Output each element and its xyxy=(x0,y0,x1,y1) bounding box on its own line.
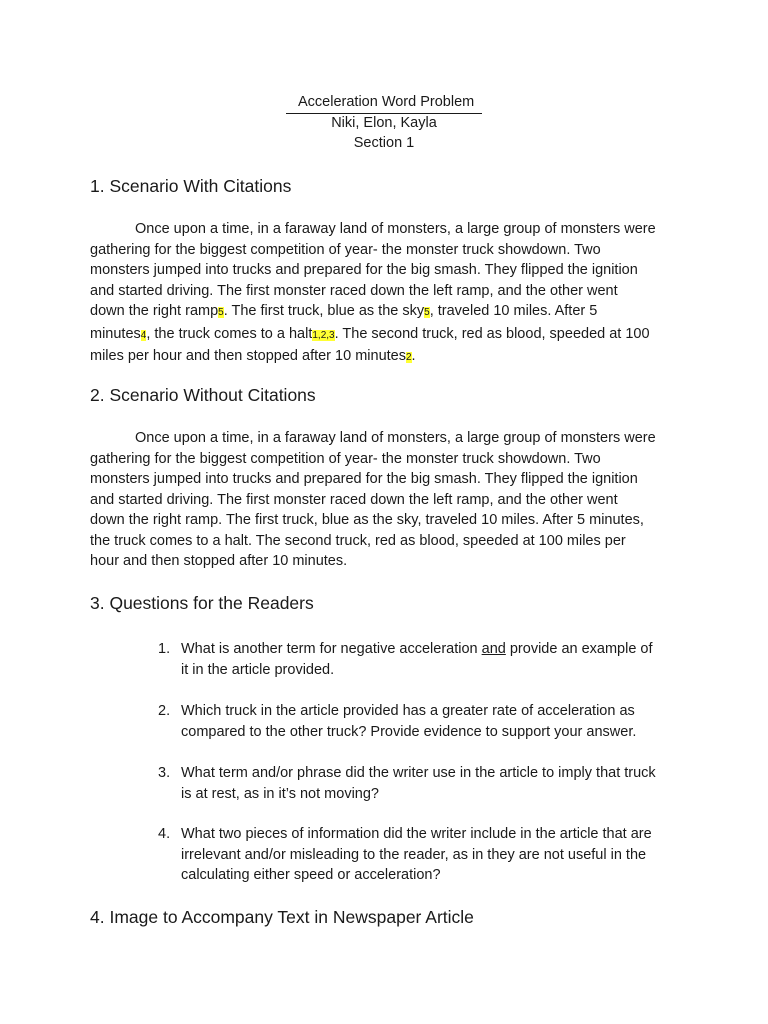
question-line: Which truck in the article provided has a greater rate of acceleration as xyxy=(181,703,635,719)
document-title: Acceleration Word Problem xyxy=(0,92,768,114)
text-run: . The first truck, blue as the sky xyxy=(223,303,425,319)
paragraph-line xyxy=(90,301,680,324)
text-run: minutes xyxy=(90,325,141,342)
paragraph-with-citations xyxy=(90,219,680,369)
question-number: 3. xyxy=(158,765,171,781)
paragraph-line: gathering for the biggest competition of year- the monster truck showdown. Two xyxy=(90,241,601,258)
heading-scenario-without-citations: 2. Scenario Without Citations xyxy=(90,385,316,405)
paragraph-line: and started driving. The first monster raced down the left ramp, and the other went xyxy=(90,491,618,508)
paragraph-line: and started driving. The first monster raced down the left ramp, and the other went xyxy=(90,282,618,299)
question-item xyxy=(158,639,678,680)
citation-marker: 5 xyxy=(424,307,430,318)
paragraph-line: Once upon a time, in a faraway land of monsters, a large group of monsters were xyxy=(135,430,656,446)
author-names: Niki, Elon, Kayla xyxy=(331,115,437,131)
text-run: What is another term for negative acceleration xyxy=(181,641,482,657)
text-run: . The second truck, red as blood, speeded at 100 xyxy=(334,325,650,342)
question-item xyxy=(158,824,678,886)
citation-marker: 5 xyxy=(218,307,224,318)
text-run: , the truck comes to a halt xyxy=(146,325,313,342)
heading-questions: 3. Questions for the Readers xyxy=(90,593,314,613)
heading-scenario-with-citations: 1. Scenario With Citations xyxy=(90,176,292,196)
question-text xyxy=(181,639,678,680)
paragraph-line: the truck comes to a halt. The second truck, red as blood, speeded at 100 miles per xyxy=(90,532,626,549)
heading-image-to-accompany: 4. Image to Accompany Text in Newspaper Article xyxy=(90,907,474,927)
section-label: Section 1 xyxy=(353,135,415,151)
paragraph-line: monsters jumped into trucks and prepared for the big smash. They flipped the ignition xyxy=(90,262,638,278)
underlined-word: and xyxy=(481,641,506,657)
text-run: miles per hour and then stopped after 10 minutes xyxy=(90,348,406,364)
question-number: 4. xyxy=(158,826,171,842)
question-text xyxy=(181,701,678,742)
text-run: , traveled 10 miles. After 5 xyxy=(429,303,598,319)
paragraph-line: gathering for the biggest competition of year- the monster truck showdown. Two xyxy=(90,450,601,467)
paragraph-line: hour and then stopped after 10 minutes. xyxy=(90,553,348,569)
question-item xyxy=(158,763,678,804)
question-line: What two pieces of information did the writer include in the article that are xyxy=(181,826,652,842)
question-line: compared to the other truck? Provide evidence to support your answer. xyxy=(181,723,637,740)
question-text xyxy=(181,824,678,886)
citation-marker: 1,2,3 xyxy=(312,329,335,341)
paragraph-line xyxy=(90,346,680,369)
paragraph-line: Once upon a time, in a faraway land of monsters, a large group of monsters were xyxy=(135,221,656,237)
question-line: calculating either speed or acceleration? xyxy=(181,867,441,883)
paragraph-line: monsters jumped into trucks and prepared for the big smash. They flipped the ignition xyxy=(90,471,638,487)
text-run: down the right ramp xyxy=(90,303,219,319)
text-run: . xyxy=(411,348,416,364)
question-line xyxy=(181,639,678,660)
citation-marker: 4 xyxy=(140,329,147,341)
question-line: is at rest, as in it’s not moving? xyxy=(181,785,379,802)
paragraph-line: down the right ramp. The first truck, blue as the sky, traveled 10 miles. After 5 minutes, xyxy=(90,512,644,528)
question-line: it in the article provided. xyxy=(181,661,335,678)
citation-marker: 2 xyxy=(405,352,412,363)
question-number: 2. xyxy=(158,703,171,719)
paragraph-without-citations xyxy=(90,428,680,572)
question-text xyxy=(181,763,678,804)
question-line: What term and/or phrase did the writer use in the article to imply that truck xyxy=(181,765,656,781)
question-item xyxy=(158,701,678,742)
paragraph-line xyxy=(90,324,680,347)
text-run: provide an example of xyxy=(505,641,653,657)
question-number: 1. xyxy=(158,641,171,657)
question-line: irrelevant and/or misleading to the reader, as in they are not useful in the xyxy=(181,846,647,863)
